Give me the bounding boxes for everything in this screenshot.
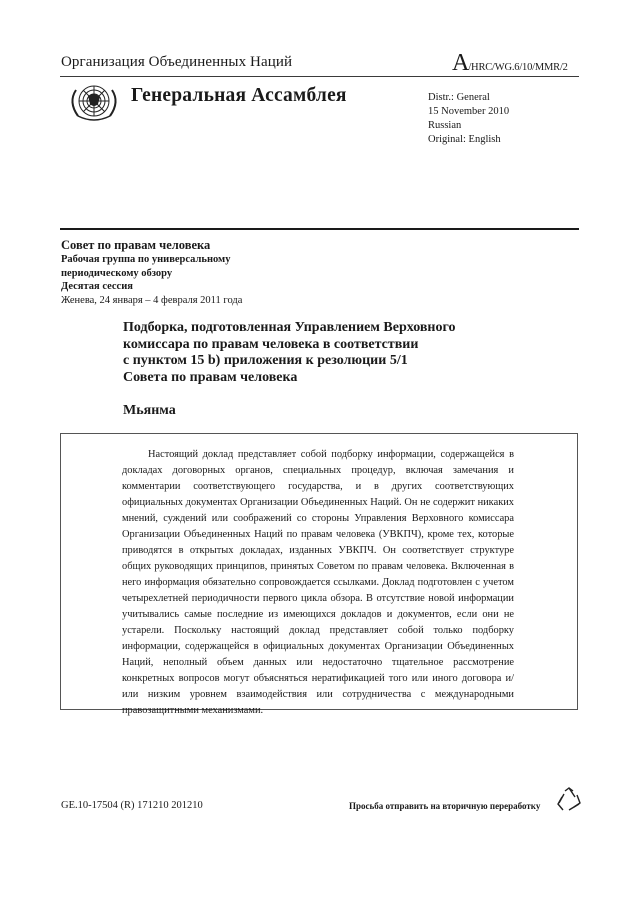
body-name: Генеральная Ассамблея — [131, 85, 347, 106]
distribution-block — [428, 91, 509, 147]
council-block — [61, 237, 242, 307]
title-line: с пунктом 15 b) приложения к резолюции 5/1 — [123, 353, 408, 368]
distribution-line: Distr.: General — [428, 92, 490, 103]
recycle-notice: Просьба отправить на вторичную переработку — [349, 801, 541, 811]
council-name: Совет по правам человека — [61, 238, 211, 252]
venue-dates: Женева, 24 января – 4 февраля 2011 года — [61, 294, 243, 306]
document-symbol — [452, 50, 568, 77]
section-rule — [60, 228, 579, 230]
language-line: Russian — [428, 120, 462, 131]
original-language-line: Original: English — [428, 134, 501, 145]
document-symbol-prefix: A — [452, 50, 469, 76]
country-name: Мьянма — [123, 403, 176, 418]
working-group-line-2: периодическому обзору — [61, 267, 173, 279]
title-line: комиссара по правам человека в соответствии — [123, 336, 419, 352]
document-symbol-code: /HRC/WG.6/10/MMR/2 — [468, 62, 568, 73]
organization-name: Организация Объединенных Наций — [61, 54, 293, 70]
summary-paragraph: Настоящий доклад представляет собой подборку информации, содержащейся в докладах договорных органов, специальных процедур, включая замечания и комментарии соответствующего государства, и в других соответствующих официальных документах Организации Объединенных Наций. Он не содержит никаких мнений, суждений или соображений со стороны Управления Верховного комиссара Организации Объединенных Наций по правам человека (УВКПЧ), кроме тех, которые приводятся в открытых докладах, изданных УВКПЧ. Он соответствует структуре общих руководящих принципов, принятых Советом по правам человека. Включенная в него информация обязательно сопровождается ссылками. Доклад подготовлен с учетом четырехлетней периодичности первого цикла обзора. В отсутствие новой информации учитывались самые последние из имеющихся докладов и документов, если они не устарели. Поскольку настоящий доклад представляет собой только подборку информации, содержащейся в официальных документах Организации Объединенных Наций, неполный объем данных или недостаточно тщательное рассмотрение конкретных вопросов могут объясняться нератификацией того или иного договора и/или низким уровнем взаимодействия или сотрудничества с международными правозащитными механизмами. — [122, 449, 514, 716]
title-line: Совета по правам человека — [123, 369, 298, 385]
date-line: 15 November 2010 — [428, 106, 510, 117]
title-line: Подборка, подготовленная Управлением Верховного — [123, 320, 456, 335]
un-emblem-icon — [64, 80, 124, 124]
header-rule — [60, 76, 579, 77]
working-group-line-1: Рабочая группа по универсальному — [61, 254, 231, 265]
recycle-icon — [555, 786, 583, 814]
summary-text — [122, 447, 514, 719]
job-code: GE.10-17504 (R) 171210 201210 — [61, 800, 203, 811]
document-title — [123, 320, 543, 386]
session-name: Десятая сессия — [61, 281, 133, 292]
